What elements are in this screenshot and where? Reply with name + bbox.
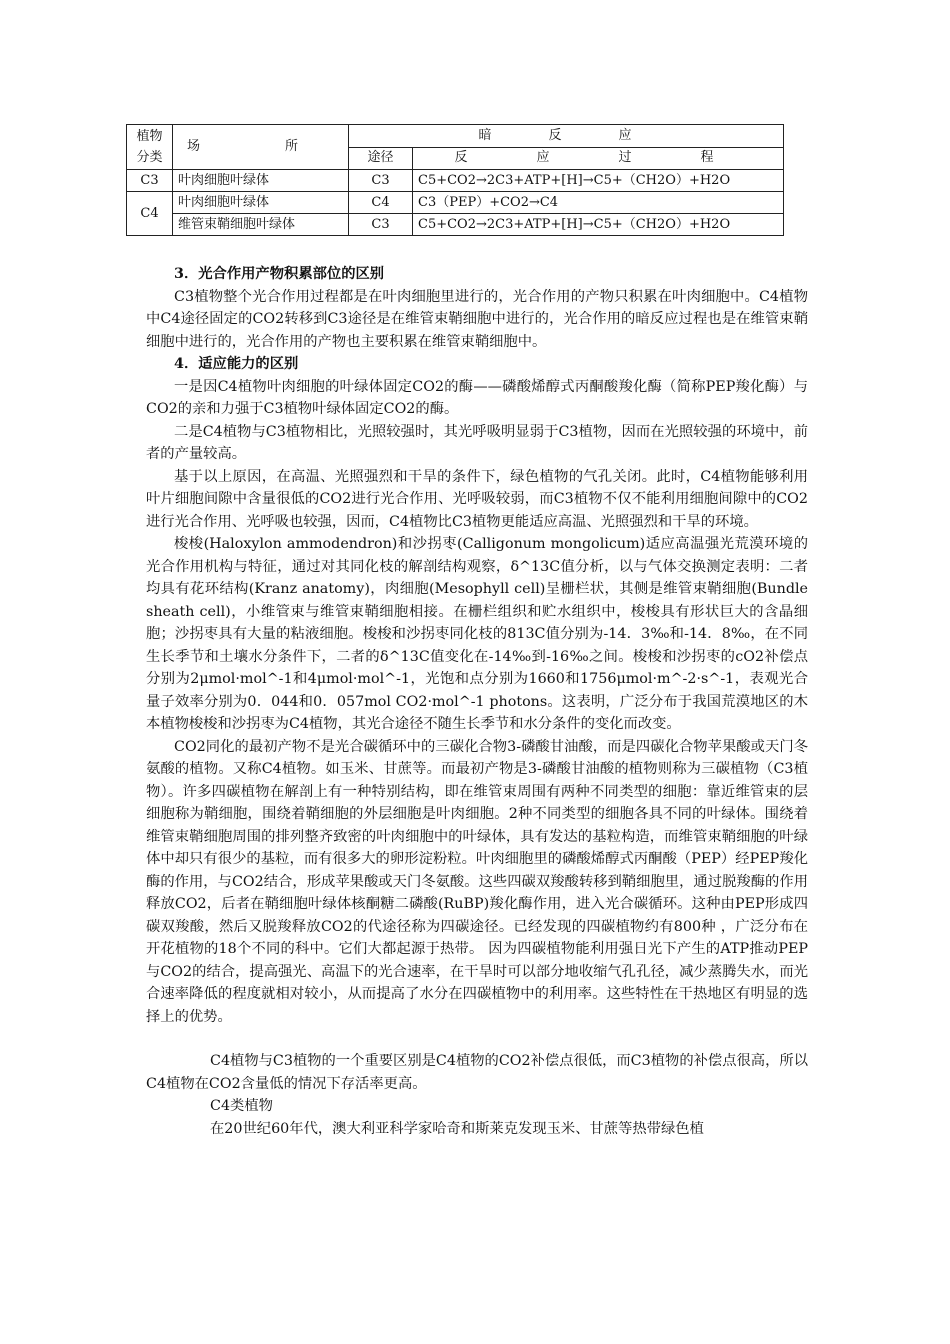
paragraph: C4类植物 xyxy=(210,1098,273,1114)
body-text xyxy=(146,263,808,1140)
cell-plant: C4 xyxy=(127,192,173,236)
cell-site: 叶肉细胞叶绿体 xyxy=(173,192,349,214)
cell-plant: C3 xyxy=(127,170,173,192)
cell-reaction: C5+CO2→2C3+ATP+[H]→C5+（CH2O）+H2O xyxy=(413,170,784,192)
paragraph: 二是C4植物与C3植物相比，光照较强时，其光呼吸明显弱于C3植物，因而在光照较强的环境中，前者的产量较高。 xyxy=(146,423,808,462)
cell-reaction: C5+CO2→2C3+ATP+[H]→C5+（CH2O）+H2O xyxy=(413,214,784,236)
paragraph: C3植物整个光合作用过程都是在叶肉细胞里进行的，光合作用的产物只积累在叶肉细胞中。C4植物中C4途径固定的CO2转移到C3途径是在维管束鞘细胞中进行的，光合作用的暗反应过程也是在维管束鞘细胞中进行的，光合作用的产物也主要积累在维管束鞘细胞中。 xyxy=(146,288,808,350)
cell-path: C4 xyxy=(349,192,413,214)
section-heading-4: 4．适应能力的区别 xyxy=(174,356,299,372)
table-row xyxy=(127,214,784,236)
paragraph: 一是因C4植物叶肉细胞的叶绿体固定CO2的酶——磷酸烯醇式丙酮酸羧化酶（简称PEP羧化酶）与CO2的亲和力强于C3植物叶绿体固定CO2的酶。 xyxy=(146,378,808,417)
section-heading-3: 3．光合作用产物积累部位的区别 xyxy=(174,266,385,282)
header-plant-class: 植物分类 xyxy=(127,125,173,170)
dark-reaction-table xyxy=(126,124,784,236)
cell-reaction: C3（PEP）+CO2→C4 xyxy=(413,192,784,214)
paragraph: 基于以上原因，在高温、光照强烈和干旱的条件下，绿色植物的气孔关闭。此时，C4植物能够利用叶片细胞间隙中含量很低的CO2进行光合作用、光呼吸较弱，而C3植物不仅不能利用细胞间隙中的CO2进行光合作用、光呼吸也较强，因而，C4植物比C3植物更能适应高温、光照强烈和干旱的环境。 xyxy=(146,468,808,530)
header-site: 场 所 xyxy=(173,125,349,170)
table-row xyxy=(127,170,784,192)
paragraph: C4植物与C3植物的一个重要区别是C4植物的CO2补偿点很低，而C3植物的补偿点很高，所以C4植物在CO2含量低的情况下存活率更高。 xyxy=(146,1053,808,1092)
paragraph: 在20世纪60年代，澳大利亚科学家哈奇和斯莱克发现玉米、甘蔗等热带绿色植 xyxy=(210,1120,704,1137)
header-pathway: 途径 xyxy=(349,147,413,170)
header-dark-reaction: 暗 反 应 xyxy=(349,125,784,148)
cell-path: C3 xyxy=(349,170,413,192)
cell-site: 叶肉细胞叶绿体 xyxy=(173,170,349,192)
paragraph: CO2同化的最初产物不是光合碳循环中的三碳化合物3-磷酸甘油酸，而是四碳化合物苹果酸或天门冬氨酸的植物。又称C4植物。如玉米、甘蔗等。而最初产物是3-磷酸甘油酸的植物则称为三碳植物（C3植物）。许多四碳植物在解剖上有一种特别结构，即在维管束周围有两种不同类型的细胞：靠近维管束的层细胞称为鞘细胞，围绕着鞘细胞的外层细胞是叶肉细胞。2种不同类型的细胞各具不同的叶绿体。围绕着维管束鞘细胞周围的排列整齐致密的叶肉细胞中的叶绿体，具有发达的基粒构造，而维管束鞘细胞的叶绿体中却只有很少的基粒，而有很多大的卵形淀粉粒。叶肉细胞里的磷酸烯醇式丙酮酸（PEP）经PEP羧化酶的作用，与CO2结合，形成苹果酸或天门冬氨酸。这些四碳双羧酸转移到鞘细胞里，通过脱羧酶的作用释放CO2，后者在鞘细胞叶绿体核酮糖二磷酸(RuBP)羧化酶作用，进入光合碳循环。这种由PEP形成四碳双羧酸，然后又脱羧释放CO2的代途径称为四碳途径。已经发现的四碳植物约有800种 ，广泛分布在开花植物的18个不同的科中。它们大都起源于热带。 因为四碳植物能利用强日光下产生的ATP推动PEP与CO2的结合，提高强光、高温下的光合速率，在干旱时可以部分地收缩气孔孔径，减少蒸腾失水，而光合速率降低的程度就相对较小，从而提高了水分在四碳植物中的利用率。这些特性在干热地区有明显的选择上的优势。 xyxy=(146,738,808,1025)
table-row xyxy=(127,192,784,214)
header-process: 反 应 过 程 xyxy=(413,147,784,170)
cell-site: 维管束鞘细胞叶绿体 xyxy=(173,214,349,236)
cell-path: C3 xyxy=(349,214,413,236)
paragraph: 梭梭(Haloxylon ammodendron)和沙拐枣(Calligonum mongolicum)适应高温强光荒漠环境的光合作用机构与特征，通过对其同化枝的解剖结构观察，δ^13C值分析，以与气体交换测定表明：二者均具有花环结构(Kranz anatomy)，肉细胞(Mesophyll cell)呈栅栏状，其侧是维管束鞘细胞(Bundle sheath cell)，小维管束与维管束鞘细胞相接。在栅栏组织和贮水组织中，梭梭具有形状巨大的含晶细胞；沙拐枣具有大量的粘液细胞。梭梭和沙拐枣同化枝的813C值分别为-14．3‰和-14．8‰，在不同生长季节和土壤水分条件下，二者的δ^13C值变化在-14‰到-16‰之间。梭梭和沙拐枣的cO2补偿点分别为2μmol·mol^-1和4μmol·mol^-1，光饱和点分别为1660和1756μmol·m^-2·s^-1，表观光合量子效率分别为0．044和0．057mol CO2·mol^-1 photons。这表明，广泛分布于我国荒漠地区的木本植物梭梭和沙拐枣为C4植物，其光合途径不随生长季节和水分条件的变化而改变。 xyxy=(146,536,808,732)
